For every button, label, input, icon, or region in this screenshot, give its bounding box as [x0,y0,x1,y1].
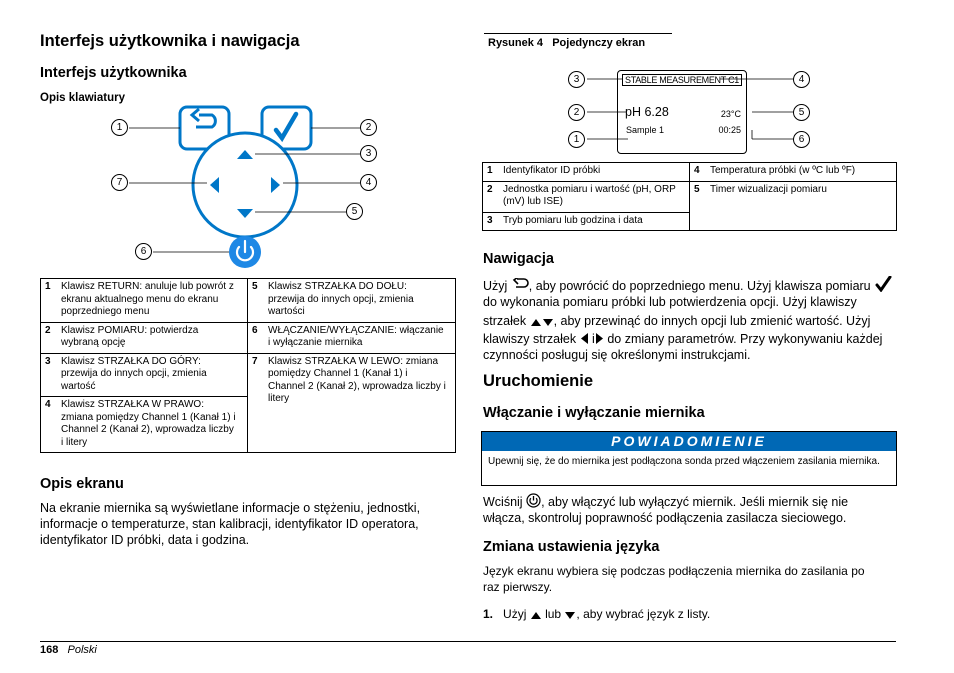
page-title: Interfejs użytkownika i nawigacja [40,32,300,50]
lcd-temperature: 23°C [720,109,741,119]
direction-ring [193,133,297,237]
lcd-channel: C1 [728,75,739,85]
start-heading: Uruchomienie [483,372,594,390]
lcd-timer: 00:25 [718,125,741,135]
table-cell: 6 WŁĄCZANIE/WYŁĄCZANIE: włączanie i wyłączanie miernika [248,322,456,353]
section-title: Interfejs użytkownika [40,65,187,81]
check-icon [874,276,892,292]
lcd-callout-6: 6 [793,131,810,148]
lcd-callout-3: 3 [568,71,585,88]
callout-4: 4 [360,174,377,191]
table-cell: 5 Klawisz STRZAŁKA DO DOŁU: przewija do innych opcji, zmienia wartości [248,279,456,323]
table-cell: 2 Klawisz POMIARU: potwierdza wybraną opcję [41,322,248,353]
step-1 [483,606,710,622]
footer-rule [40,641,896,642]
table-cell: 1 Identyfikator ID próbki [483,163,690,182]
callout-7: 7 [111,174,128,191]
nav-text: , aby przewinąć do innych opcji lub zmienić wartość. Użyj [553,314,871,328]
lcd-reading: pH 6.28 [625,105,669,119]
screen-table [482,162,897,231]
nav-text: i [592,332,595,346]
nav-text: Użyj [483,279,508,293]
table-row [483,163,897,182]
figure-label: Rysunek 4 [488,37,544,49]
screen-description: Na ekranie miernika są wyświetlane informacje o stężeniu, jednostki, informacje o temperaturze, stan kalibracji, identyfikator ID operatora, identyfikator ID próbki, data i godzina. [40,501,421,547]
arrow-up-icon [530,610,542,620]
callout-1: 1 [111,119,128,136]
arrow-left-icon [580,332,589,345]
page-number: 168 [40,644,59,656]
power-icon [526,493,541,508]
power-text: , aby włączyć lub wyłączyć miernik. Jeśli miernik się nie [541,495,849,509]
notice-title: POWIADOMIENIE [482,432,896,451]
key-table [40,278,456,453]
table-cell: 7 Klawisz STRZAŁKA W LEWO: zmiana pomiędzy Channel 1 (Kanał 1) i Channel 2 (Kanał 2), wprowadza liczby i litery [248,353,456,453]
lcd-leader-lines [580,70,800,150]
arrow-down-icon [542,317,554,327]
power-text: włącza, skontroluj poprawność podłączenia zasilacza sieciowego. [483,511,847,525]
callout-3: 3 [360,145,377,162]
nav-text: strzałek [483,314,527,328]
table-cell: 3 Klawisz STRZAŁKA DO GÓRY: przewija do innych opcji, zmienia wartość [41,353,248,397]
power-heading: Włączanie i wyłączanie miernika [483,405,705,421]
lcd-callout-2: 2 [568,104,585,121]
step-text: , aby wybrać język z listy. [576,607,711,621]
step-text: Użyj [503,607,527,621]
arrow-down-icon [564,610,576,620]
figure-title: Pojedynczy ekran [552,37,646,49]
lcd-status: STABLE MEASUREMENT [625,75,726,85]
return-icon [511,278,529,292]
table-cell: 4 Temperatura próbki (w ºC lub ºF) [690,163,897,182]
notice-text: Upewnij się, że do miernika jest podłączona sonda przed włączeniem zasilania miernika. [488,456,880,467]
table-cell: 1 Klawisz RETURN: anuluje lub powrót z ekranu aktualnego menu do ekranu poprzedniego menu [41,279,248,323]
power-paragraph [483,493,903,526]
notice-box [481,431,897,486]
language-text: Język ekranu wybiera się podczas podłączenia miernika do zasilania po raz pierwszy. [483,564,865,594]
callout-2: 2 [360,119,377,136]
nav-heading: Nawigacja [483,251,554,267]
step-number: 1. [483,607,494,621]
table-row [41,353,456,397]
callout-5: 5 [346,203,363,220]
table-cell: 3 Tryb pomiaru lub godzina i data [483,212,690,231]
table-row [41,322,456,353]
arrow-right-icon [595,332,604,345]
table-row [41,279,456,323]
figure-rule [484,33,672,34]
table-cell: 4 Klawisz STRZAŁKA W PRAWO: zmiana pomiędzy Channel 1 (Kanał 1) i Channel 2 (Kanał 2), wprowadza liczby i litery [41,397,248,453]
lcd-sample: Sample 1 [626,125,665,135]
table-row [483,181,897,212]
power-text: Wciśnij [483,495,523,509]
nav-text: , aby powrócić do poprzedniego menu. Użyj klawisza pomiaru [528,279,871,293]
step-text: lub [545,607,562,621]
table-cell: 2 Jednostka pomiaru i wartość (pH, ORP (mV) lub ISE) [483,181,690,212]
arrow-up-icon [530,317,542,327]
keypad-heading: Opis klawiatury [40,92,126,104]
nav-paragraph [483,276,903,363]
nav-text: klawiszy strzałek [483,332,577,346]
lcd-callout-5: 5 [793,104,810,121]
screen-heading: Opis ekranu [40,476,124,492]
footer [40,644,97,656]
lcd-callout-4: 4 [793,71,810,88]
figure-caption [488,37,645,49]
callout-6: 6 [135,243,152,260]
table-cell: 5 Timer wizualizacji pomiaru [690,181,897,231]
nav-text: czynności posługuj się określonymi instrukcjami. [483,348,751,362]
lcd-callout-1: 1 [568,131,585,148]
nav-text: do wykonania pomiaru próbki lub potwierdzenia opcji. Użyj klawiszy [483,295,857,309]
language-heading: Zmiana ustawienia języka [483,539,660,555]
nav-text: do zmiany parametrów. Przy wykonywaniu każdej [607,332,883,346]
footer-language: Polski [67,644,97,656]
